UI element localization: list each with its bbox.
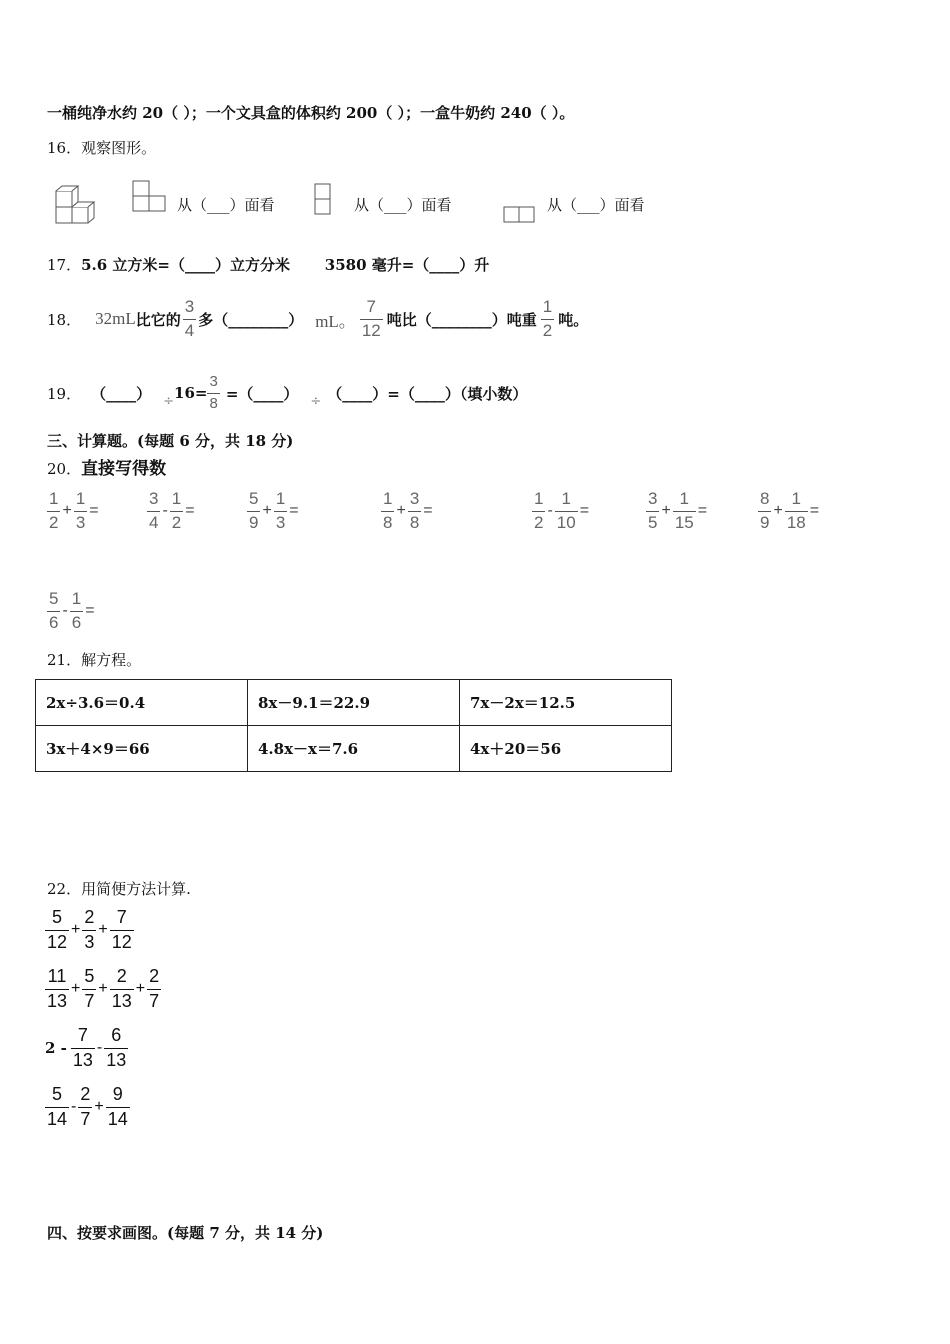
table-row — [36, 680, 672, 726]
denominator: 8 — [383, 512, 393, 532]
numerator: 1 — [791, 489, 801, 508]
denominator: 15 — [674, 512, 694, 532]
q22-expression-3: 2 - $\frac{7}{13}$ - $\frac{6}{13}$ — [45, 1025, 127, 1070]
view-shape-2-icon — [314, 183, 332, 215]
fraction — [45, 1085, 69, 1130]
denominator: 12 — [111, 931, 132, 952]
fraction — [110, 967, 134, 1012]
numerator: 2 — [149, 966, 160, 986]
denominator: 6 — [49, 612, 59, 632]
q16-view-1: 从（___）面看 — [177, 196, 275, 214]
fraction — [47, 590, 60, 632]
q21-label: 21．解方程。 — [47, 651, 142, 669]
denominator: 2 — [534, 512, 544, 532]
fraction — [110, 908, 134, 953]
operator: + — [262, 502, 272, 520]
denominator: 13 — [47, 990, 68, 1011]
denominator: 7 — [149, 990, 160, 1011]
operator: + — [71, 980, 81, 998]
q19-line: 19． （____） ÷ 16= $\frac{3}{8}$ =（____） ÷ （____）=（____）（填小数） — [47, 373, 528, 412]
numerator: 2 — [84, 907, 95, 927]
operator: + — [98, 921, 108, 939]
numerator: 2 — [116, 966, 127, 986]
operator: - — [96, 1039, 103, 1057]
fraction — [47, 490, 60, 532]
denominator: 7 — [80, 1108, 91, 1129]
numerator: 5 — [249, 489, 259, 508]
denominator: 2 — [171, 512, 182, 532]
numerator: 11 — [47, 966, 67, 986]
numerator: 1 — [679, 489, 689, 508]
operator: = — [85, 602, 95, 620]
numerator: 7 — [116, 907, 127, 927]
q20-item — [47, 490, 101, 532]
cube-stack-figure — [52, 185, 96, 227]
numerator: 1 — [49, 489, 59, 508]
operator: = — [423, 502, 433, 520]
fraction — [82, 908, 96, 953]
q22-label: 22．用简便方法计算. — [47, 880, 191, 898]
q22-expression-1 — [45, 908, 134, 953]
fraction — [45, 908, 69, 953]
denominator: 13 — [72, 1049, 93, 1070]
operator: + — [94, 1098, 104, 1116]
denominator: 6 — [71, 612, 82, 632]
q20-item — [381, 490, 435, 532]
q20-item — [247, 490, 301, 532]
table-row — [36, 726, 672, 772]
fraction — [555, 490, 578, 532]
denominator: 13 — [111, 990, 132, 1011]
operator: + — [98, 980, 108, 998]
numerator: 1 — [171, 489, 182, 508]
denominator: 13 — [106, 1049, 127, 1070]
numerator: 2 — [80, 1084, 91, 1104]
section-4-title: 四、按要求画图。(每题 7 分，共 14 分) — [47, 1224, 324, 1242]
numerator: 9 — [112, 1084, 123, 1104]
fraction — [247, 490, 260, 532]
q20-item — [758, 490, 821, 532]
denominator: 3 — [84, 931, 95, 952]
operator: = — [289, 502, 299, 520]
denominator: 7 — [84, 990, 95, 1011]
fraction — [74, 490, 87, 532]
denominator: 12 — [47, 931, 68, 952]
fraction: $\frac{7}{12}$ — [361, 296, 381, 340]
fraction — [532, 490, 545, 532]
fraction: $\frac{3}{4}$ — [184, 296, 195, 340]
numerator: 8 — [760, 489, 770, 508]
operator: + — [773, 502, 783, 520]
fraction — [78, 1085, 92, 1130]
numerator: 1 — [75, 489, 86, 508]
denominator: 10 — [556, 512, 576, 532]
numerator: 5 — [52, 1084, 63, 1104]
denominator: 14 — [107, 1108, 128, 1129]
denominator: 8 — [409, 512, 420, 532]
q15-line: 一桶纯净水约 20（ ）；一个文具盒的体积约 200（ ）；一盒牛奶约 240（ ）。 — [47, 104, 575, 122]
fraction — [106, 1085, 130, 1130]
numerator: 5 — [84, 966, 95, 986]
operator: + — [71, 921, 81, 939]
numerator: 5 — [52, 907, 63, 927]
fraction — [147, 967, 161, 1012]
numerator: 1 — [383, 489, 393, 508]
operator: + — [661, 502, 671, 520]
denominator: 5 — [648, 512, 658, 532]
fraction — [758, 490, 771, 532]
numerator: 3 — [648, 489, 658, 508]
numerator: 7 — [77, 1025, 88, 1045]
q17-line: 17．5.6 立方米=（____）立方分米 3580 毫升=（____）升 — [47, 256, 490, 274]
fraction — [45, 967, 69, 1012]
q16-view-2: 从（___）面看 — [354, 196, 452, 214]
view-shape-1-icon — [132, 180, 166, 213]
denominator: 2 — [49, 512, 59, 532]
denominator: 9 — [760, 512, 770, 532]
q20-item — [47, 590, 97, 632]
operator: + — [135, 980, 146, 998]
q16-view-3: 从（___）面看 — [547, 196, 645, 214]
numerator: 1 — [534, 489, 544, 508]
q20-item — [646, 490, 709, 532]
numerator: 1 — [561, 489, 571, 508]
operator: + — [396, 502, 406, 520]
operator: = — [697, 502, 708, 520]
q18-line: 18． 32mL 比它的 $\frac{3}{4}$ 多（________） mL。 $\frac{7}{12}$ 吨比（________）吨重 $\frac{1}{2}$ 吨。 — [47, 296, 589, 340]
operator: + — [62, 502, 72, 520]
fraction — [82, 967, 96, 1012]
numerator: 3 — [149, 489, 159, 508]
equation-cell: 4.8x－x＝7.6 — [248, 726, 460, 772]
fraction — [147, 490, 160, 532]
fraction — [170, 490, 183, 532]
q16-label: 16．观察图形。 — [47, 139, 157, 157]
operator: - — [162, 502, 168, 520]
q20-label: 20．直接写得数 — [47, 459, 167, 479]
operator: - — [71, 1098, 77, 1116]
fraction — [408, 490, 421, 532]
q22-expression-2 — [45, 967, 161, 1012]
operator: = — [185, 502, 195, 520]
denominator: 4 — [149, 512, 159, 532]
fraction: $\frac{1}{2}$ — [542, 296, 553, 340]
view-shape-3-icon — [503, 206, 535, 223]
equation-cell: 7x－2x＝12.5 — [460, 680, 672, 726]
fraction: $\frac{3}{8}$ — [209, 373, 218, 412]
operator: = — [809, 502, 820, 520]
numerator: 5 — [49, 589, 59, 608]
operator: - — [547, 502, 553, 520]
operator: = — [89, 502, 99, 520]
section-3-title: 三、计算题。(每题 6 分，共 18 分) — [47, 432, 294, 450]
q22-expression-4 — [45, 1085, 130, 1130]
equation-cell: 8x－9.1＝22.9 — [248, 680, 460, 726]
numerator: 1 — [71, 589, 82, 608]
fraction — [381, 490, 394, 532]
fraction — [274, 490, 287, 532]
fraction — [785, 490, 808, 532]
operator: = — [579, 502, 590, 520]
fraction — [646, 490, 659, 532]
q20-item — [532, 490, 591, 532]
fraction — [70, 590, 83, 632]
operator: - — [62, 602, 68, 620]
numerator: 6 — [111, 1025, 122, 1045]
equation-table — [35, 679, 672, 772]
fraction — [673, 490, 696, 532]
denominator: 9 — [249, 512, 259, 532]
denominator: 3 — [275, 512, 286, 532]
fraction — [71, 1026, 95, 1071]
numerator: 1 — [275, 489, 286, 508]
equation-cell: 3x＋4×9＝66 — [36, 726, 248, 772]
fraction — [104, 1026, 128, 1071]
denominator: 18 — [786, 512, 806, 532]
q20-item — [147, 490, 197, 532]
equation-cell: 2x÷3.6＝0.4 — [36, 680, 248, 726]
denominator: 14 — [47, 1108, 68, 1129]
denominator: 3 — [75, 512, 86, 532]
equation-cell: 4x＋20＝56 — [460, 726, 672, 772]
numerator: 3 — [409, 489, 420, 508]
